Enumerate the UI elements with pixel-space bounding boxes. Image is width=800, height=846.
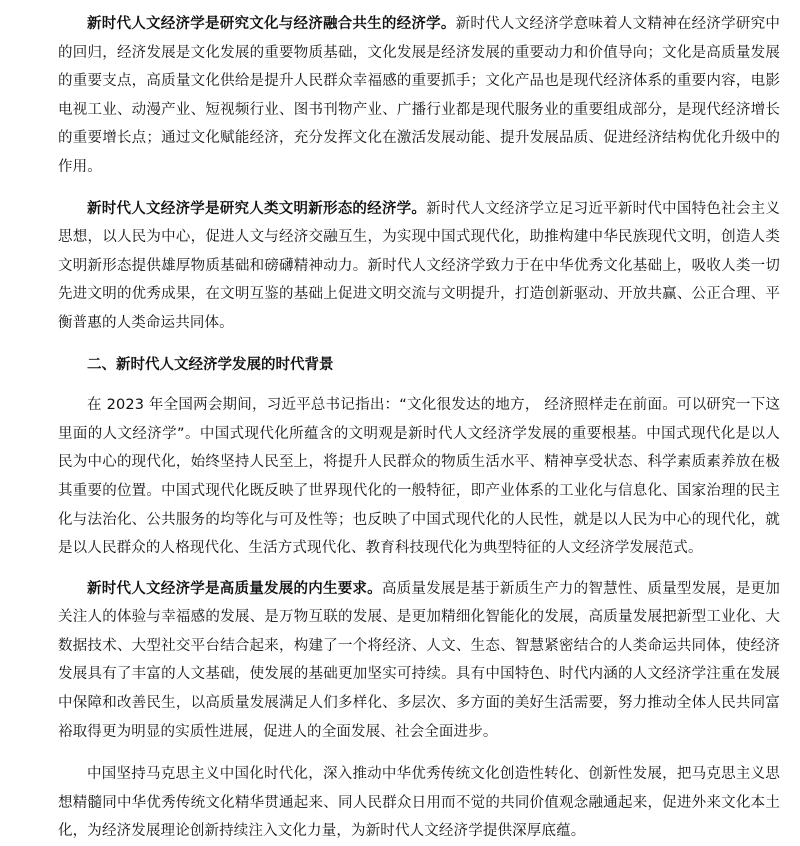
paragraph-body: 中国坚持马克思主义中国化时代化，深入推动中华优秀传统文化创造性转化、创新性发展，把马克思主义思想精髓同中华优秀传统文化精华贯通起来、同人民群众日用而不觉的共同价值观念融通起来，促进外来文化本土化，为经济发展理论创新持续注入文化力量，为新时代人文经济学提供深厚底蕴。 bbox=[58, 766, 780, 840]
paragraph-culture-economy bbox=[58, 10, 780, 182]
paragraph-lead: 新时代人文经济学是研究人类文明新形态的经济学。 bbox=[87, 200, 427, 217]
paragraph-marxism bbox=[58, 760, 780, 846]
paragraph-civilization bbox=[58, 195, 780, 338]
paragraph-body: 高质量发展是基于新质生产力的智慧性、质量型发展，是更加关注人的体验与幸福感的发展、是万物互联的发展、是更加精细化智能化的发展，高质量发展把新型工业化、大数据技术、大型社交平台结合起来，构建了一个将经济、人文、生态、智慧紧密结合的人类命运共同体，使经济发展具有了丰富的人文基础，使发展的基础更加坚实可持续。具有中国特色、时代内涵的人文经济学注重在发展中保障和改善民生，以高质量发展满足人们多样化、多层次、多方面的美好生活需要，努力推动全体人民共同富裕取得更为明显的实质性进展，促进人的全面发展、社会全面进步。 bbox=[58, 580, 780, 740]
document-page bbox=[58, 10, 780, 846]
paragraph-body: 新时代人文经济学立足习近平新时代中国特色社会主义思想，以人民为中心，促进人文与经济交融互生，为实现中国式现代化，助推构建中华民族现代文明，创造人类文明新形态提供雄厚物质基础和磅礴精神动力。新时代人文经济学致力于在中华优秀文化基础上，吸收人类一切先进文明的优秀成果，在文明互鉴的基础上促进文明交流与文明提升，打造创新驱动、开放共赢、公正合理、平衡普惠的人类命运共同体。 bbox=[58, 200, 780, 331]
paragraph-lead: 新时代人文经济学是高质量发展的内生要求。 bbox=[87, 580, 382, 597]
paragraph-high-quality bbox=[58, 575, 780, 747]
paragraph-lead: 新时代人文经济学是研究文化与经济融合共生的经济学。 bbox=[87, 16, 456, 32]
paragraph-background bbox=[58, 391, 780, 563]
paragraph-body: 新时代人文经济学意味着人文精神在经济学研究中的回归，经济发展是文化发展的重要物质基础，文化发展是经济发展的重要动力和价值导向；文化是高质量发展的重要支点，高质量文化供给是提升人民群众幸福感的重要抓手；文化产品也是现代经济体系的重要内容，电影电视工业、动漫产业、短视频行业、图书刊物产业、广播行业都是现代服务业的重要组成部分，是现代经济增长的重要增长点；通过文化赋能经济，充分发挥文化在激活发展动能、提升发展品质、促进经济结构优化升级中的作用。 bbox=[58, 16, 780, 175]
paragraph-body: 在 2023 年全国两会期间，习近平总书记指出：“文化很发达的地方， 经济照样走在前面。可以研究一下这里面的人文经济学”。中国式现代化所蕴含的文明观是新时代人文经济学发展的重要根基。中国式现代化是以人民为中心的现代化，始终坚持人民至上，将提升人民群众的物质生活水平、精神享受状态、科学素质素养放在极其重要的位置。中国式现代化既反映了世界现代化的一般特征，即产业体系的工业化与信息化、国家治理的民主化与法治化、公共服务的均等化与可及性等；也反映了中国式现代化的人民性，就是以人民为中心的现代化，就是以人民群众的人格现代化、生活方式现代化、教育科技现代化为典型特征的人文经济学发展范式。 bbox=[58, 397, 780, 557]
section-heading: 二、新时代人文经济学发展的时代背景 bbox=[87, 356, 334, 373]
